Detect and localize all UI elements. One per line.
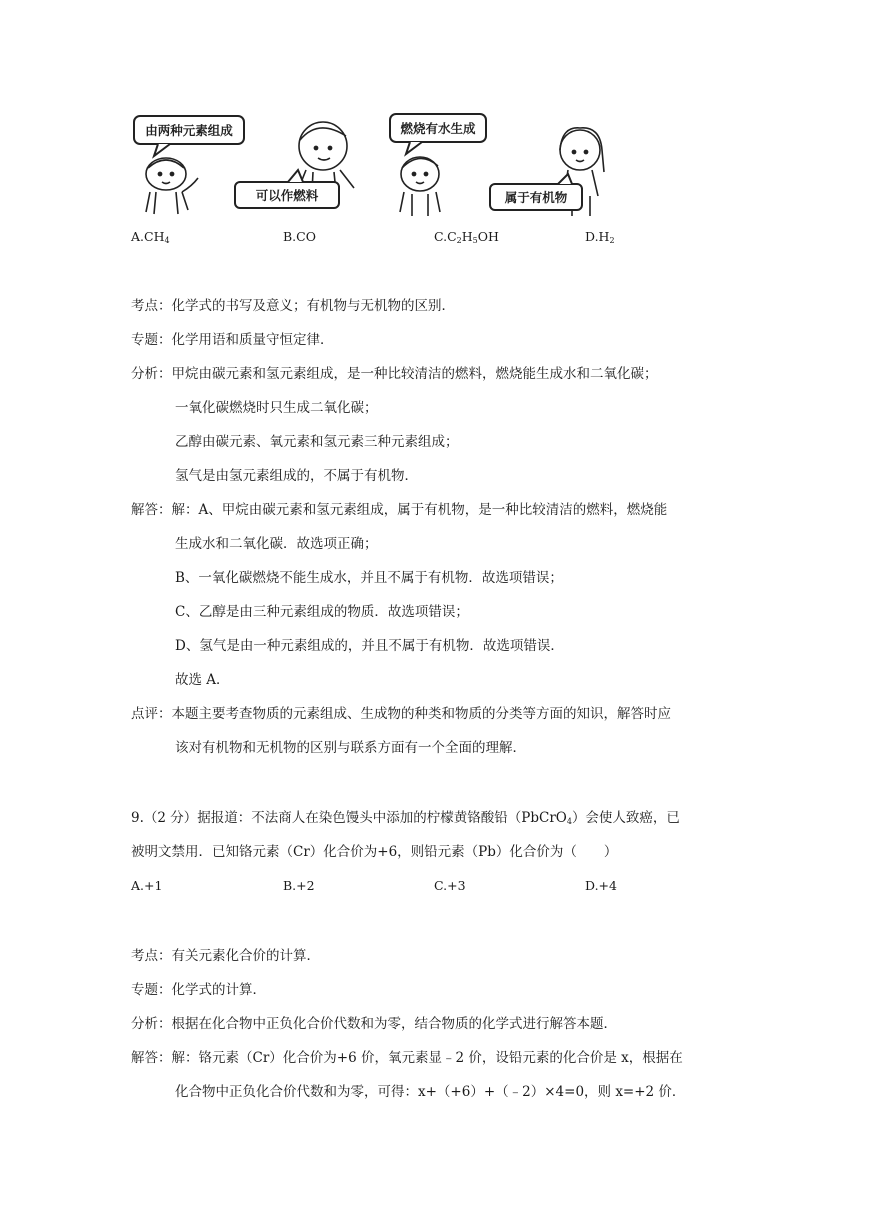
q9-stem-line-1: 9.（2 分）据报道：不法商人在染色馒头中添加的柠檬黄铬酸铅（PbCrO$_4$）会使人致癌，已 <box>131 810 680 826</box>
q8-fenxi-line-3: 乙醇由碳元素、氧元素和氢元素三种元素组成； <box>175 434 459 450</box>
q8-option-c: $C.C_2H_5OH$ <box>434 229 499 245</box>
q9-jieda-line-1: 解答：解：铬元素（Cr）化合价为+6 价，氧元素显﹣2 价，设铅元素的化合价是 x，根据在 <box>131 1050 683 1066</box>
cartoon-figure <box>128 112 618 222</box>
q9-kaodian: 考点：有关元素化合价的计算． <box>131 948 320 964</box>
q9-fenxi: 分析：根据在化合物中正负化合价代数和为零，结合物质的化学式进行解答本题． <box>131 1016 617 1032</box>
q9-option-d: D.+4 <box>585 878 617 893</box>
q9-jieda-line-2: 化合物中正负化合价代数和为零，可得：x+（+6）+（﹣2）×4=0，则 x=+2 价． <box>175 1084 686 1100</box>
speech-bubble-1 <box>134 116 244 156</box>
bubble-text-2: 可以作燃料 <box>255 188 319 203</box>
q8-jieda-line-6: 故选 A． <box>175 672 230 688</box>
q8-fenxi-line-1: 分析：甲烷由碳元素和氢元素组成，是一种比较清洁的燃料，燃烧能生成水和二氧化碳； <box>131 366 658 382</box>
bubble-text-1: 由两种元素组成 <box>145 123 233 138</box>
bubble-text-4: 属于有机物 <box>504 190 568 205</box>
speech-bubble-2 <box>235 170 339 208</box>
boy-2-cartoon <box>400 157 440 216</box>
bubble-text-3: 燃烧有水生成 <box>400 121 476 136</box>
q9-stem-line-2: 被明文禁用．已知铬元素（Cr）化合价为+6，则铅元素（Pb）化合价为（ ） <box>131 844 618 860</box>
cartoon-illustration <box>128 112 618 222</box>
q8-jieda-line-3: B、一氧化碳燃烧不能生成水，并且不属于有机物．故选项错误； <box>175 570 563 586</box>
speech-bubble-3 <box>390 114 486 154</box>
q8-jieda-line-2: 生成水和二氧化碳．故选项正确； <box>175 536 378 552</box>
q9-option-b: B.+2 <box>283 878 315 893</box>
q8-kaodian: 考点：化学式的书写及意义；有机物与无机物的区别． <box>131 298 455 314</box>
q9-option-a: A.+1 <box>131 878 163 893</box>
q8-fenxi-line-2: 一氧化碳燃烧时只生成二氧化碳； <box>175 400 378 416</box>
q8-dianping-line-1: 点评：本题主要考查物质的元素组成、生成物的种类和物质的分类等方面的知识，解答时应 <box>131 706 671 722</box>
speech-bubble-4 <box>490 174 582 210</box>
q8-fenxi-line-4: 氢气是由氢元素组成的，不属于有机物． <box>175 468 418 484</box>
q8-jieda-line-5: D、氢气是由一种元素组成的，并且不属于有机物．故选项错误． <box>175 638 564 654</box>
girl-1-cartoon <box>146 158 198 214</box>
q8-zhuanti: 专题：化学用语和质量守恒定律． <box>131 332 334 348</box>
q8-option-d: $D.H_2$ <box>585 229 615 245</box>
q8-jieda-line-4: C、乙醇是由三种元素组成的物质．故选项错误； <box>175 604 469 620</box>
q9-zhuanti: 专题：化学式的计算． <box>131 982 266 998</box>
q9-option-c: C.+3 <box>434 878 466 893</box>
q8-dianping-line-2: 该对有机物和无机物的区别与联系方面有一个全面的理解． <box>175 740 526 756</box>
q8-option-a: $A.CH_4$ <box>131 229 170 245</box>
q8-jieda-line-1: 解答：解：A、甲烷由碳元素和氢元素组成，属于有机物，是一种比较清洁的燃料，燃烧能 <box>131 502 668 518</box>
q8-option-b: B.CO <box>283 229 316 244</box>
